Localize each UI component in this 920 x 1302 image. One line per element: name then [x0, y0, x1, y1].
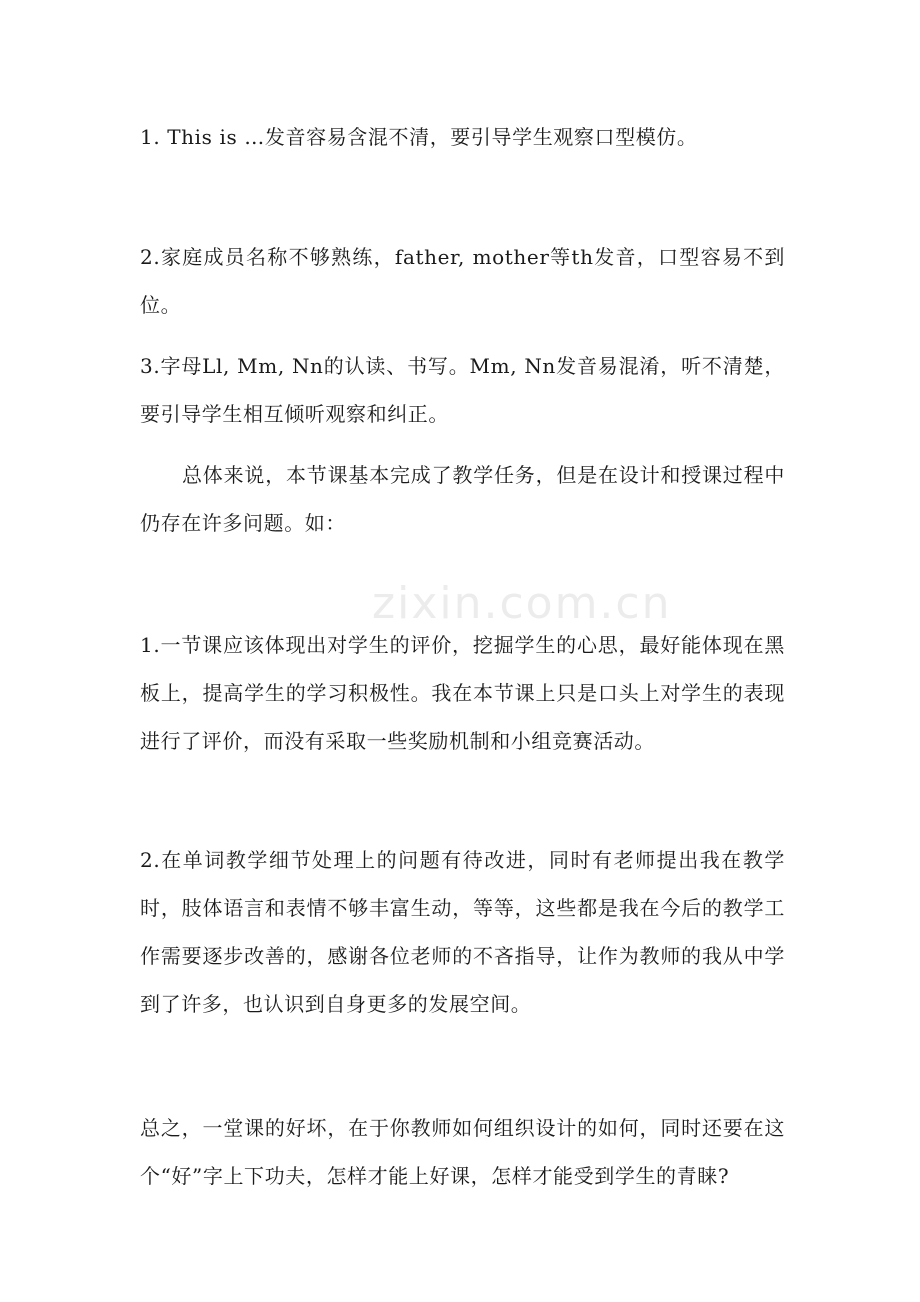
paragraph-evaluation: 1.一节课应该体现出对学生的评价，挖掘学生的心思，最好能体现在黑板上，提高学生的学习积极性。我在本节课上只是口头上对学生的表现进行了评价，而没有采取一些奖励机制和小组竞赛活动。 — [140, 633, 785, 753]
watermark: zixin.com.cn — [372, 578, 672, 629]
paragraph-pronunciation-this-is: 1. This is …发音容易含混不清，要引导学生观察口型模仿。 — [140, 125, 698, 149]
paragraph-conclusion: 总之，一堂课的好坏，在于你教师如何组织设计的如何，同时还要在这个“好”字上下功夫，怎样才能上好课，怎样才能受到学生的青睐? — [140, 1116, 785, 1188]
paragraph-summary: 总体来说，本节课基本完成了教学任务，但是在设计和授课过程中仍存在许多问题。如： — [140, 463, 785, 535]
paragraph-family-members: 2.家庭成员名称不够熟练，father, mother等th发音，口型容易不到位。 — [140, 245, 785, 317]
paragraph-improvement: 2.在单词教学细节处理上的问题有待改进，同时有老师提出我在教学时，肢体语言和表情不够丰富生动，等等，这些都是我在今后的教学工作需要逐步改善的，感谢各位老师的不吝指导，让作为教师的我从中学到了许多，也认识到自身更多的发展空间。 — [140, 848, 785, 1016]
paragraph-letters: 3.字母Ll, Mm, Nn的认读、书写。Mm, Nn发音易混淆，听不清楚，要引导学生相互倾听观察和纠正。 — [140, 354, 785, 426]
